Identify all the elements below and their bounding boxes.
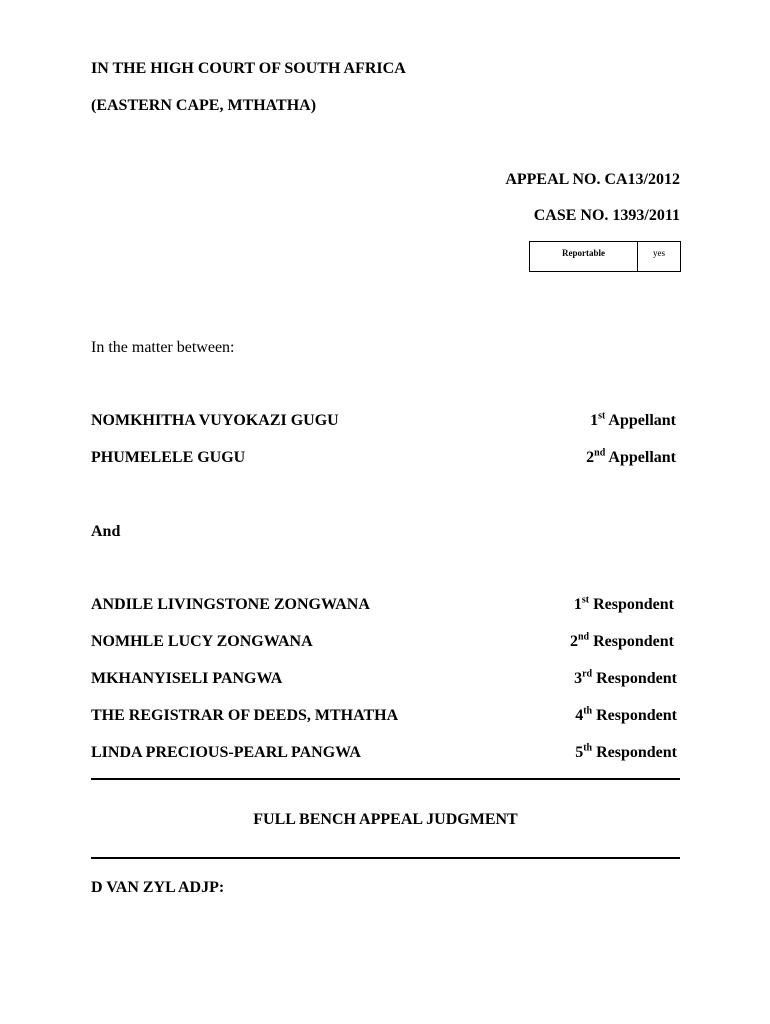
respondent-4-role: 4th Respondent [575,705,677,724]
respondent-1-name: ANDILE LIVINGSTONE ZONGWANA [91,596,370,613]
respondent-1-role: 1st Respondent [573,594,674,613]
respondent-3-role: 3rd Respondent [574,668,677,687]
appellant-1-role: 1st Appellant [590,410,676,429]
appellant-1-name: NOMKHITHA VUYOKAZI GUGU [91,412,339,429]
respondent-5-role: 5th Respondent [575,742,677,761]
divider-top [91,778,680,780]
divider-bottom [91,857,680,859]
appeal-number: APPEAL NO. CA13/2012 [505,171,680,188]
appellant-2-role: 2nd Appellant [586,447,676,466]
matter-intro: In the matter between: [91,339,235,356]
respondent-2-name: NOMHLE LUCY ZONGWANA [91,633,313,650]
reportable-table [529,241,681,272]
respondent-5-name: LINDA PRECIOUS-PEARL PANGWA [91,744,361,761]
respondent-3-name: MKHANYISELI PANGWA [91,670,283,687]
reportable-label: Reportable [530,242,638,271]
respondent-2-role: 2nd Respondent [569,631,674,650]
court-name: IN THE HIGH COURT OF SOUTH AFRICA [91,60,406,77]
conjunction-and: And [91,523,121,540]
appellant-2-name: PHUMELELE GUGU [91,449,246,466]
judgment-title: FULL BENCH APPEAL JUDGMENT [253,811,518,828]
court-division: (EASTERN CAPE, MTHATHA) [91,97,317,114]
case-number: CASE NO. 1393/2011 [533,207,680,224]
reportable-value: yes [653,248,665,258]
respondent-4-name: THE REGISTRAR OF DEEDS, MTHATHA [91,707,399,724]
judge-name: D VAN ZYL ADJP: [91,879,225,896]
